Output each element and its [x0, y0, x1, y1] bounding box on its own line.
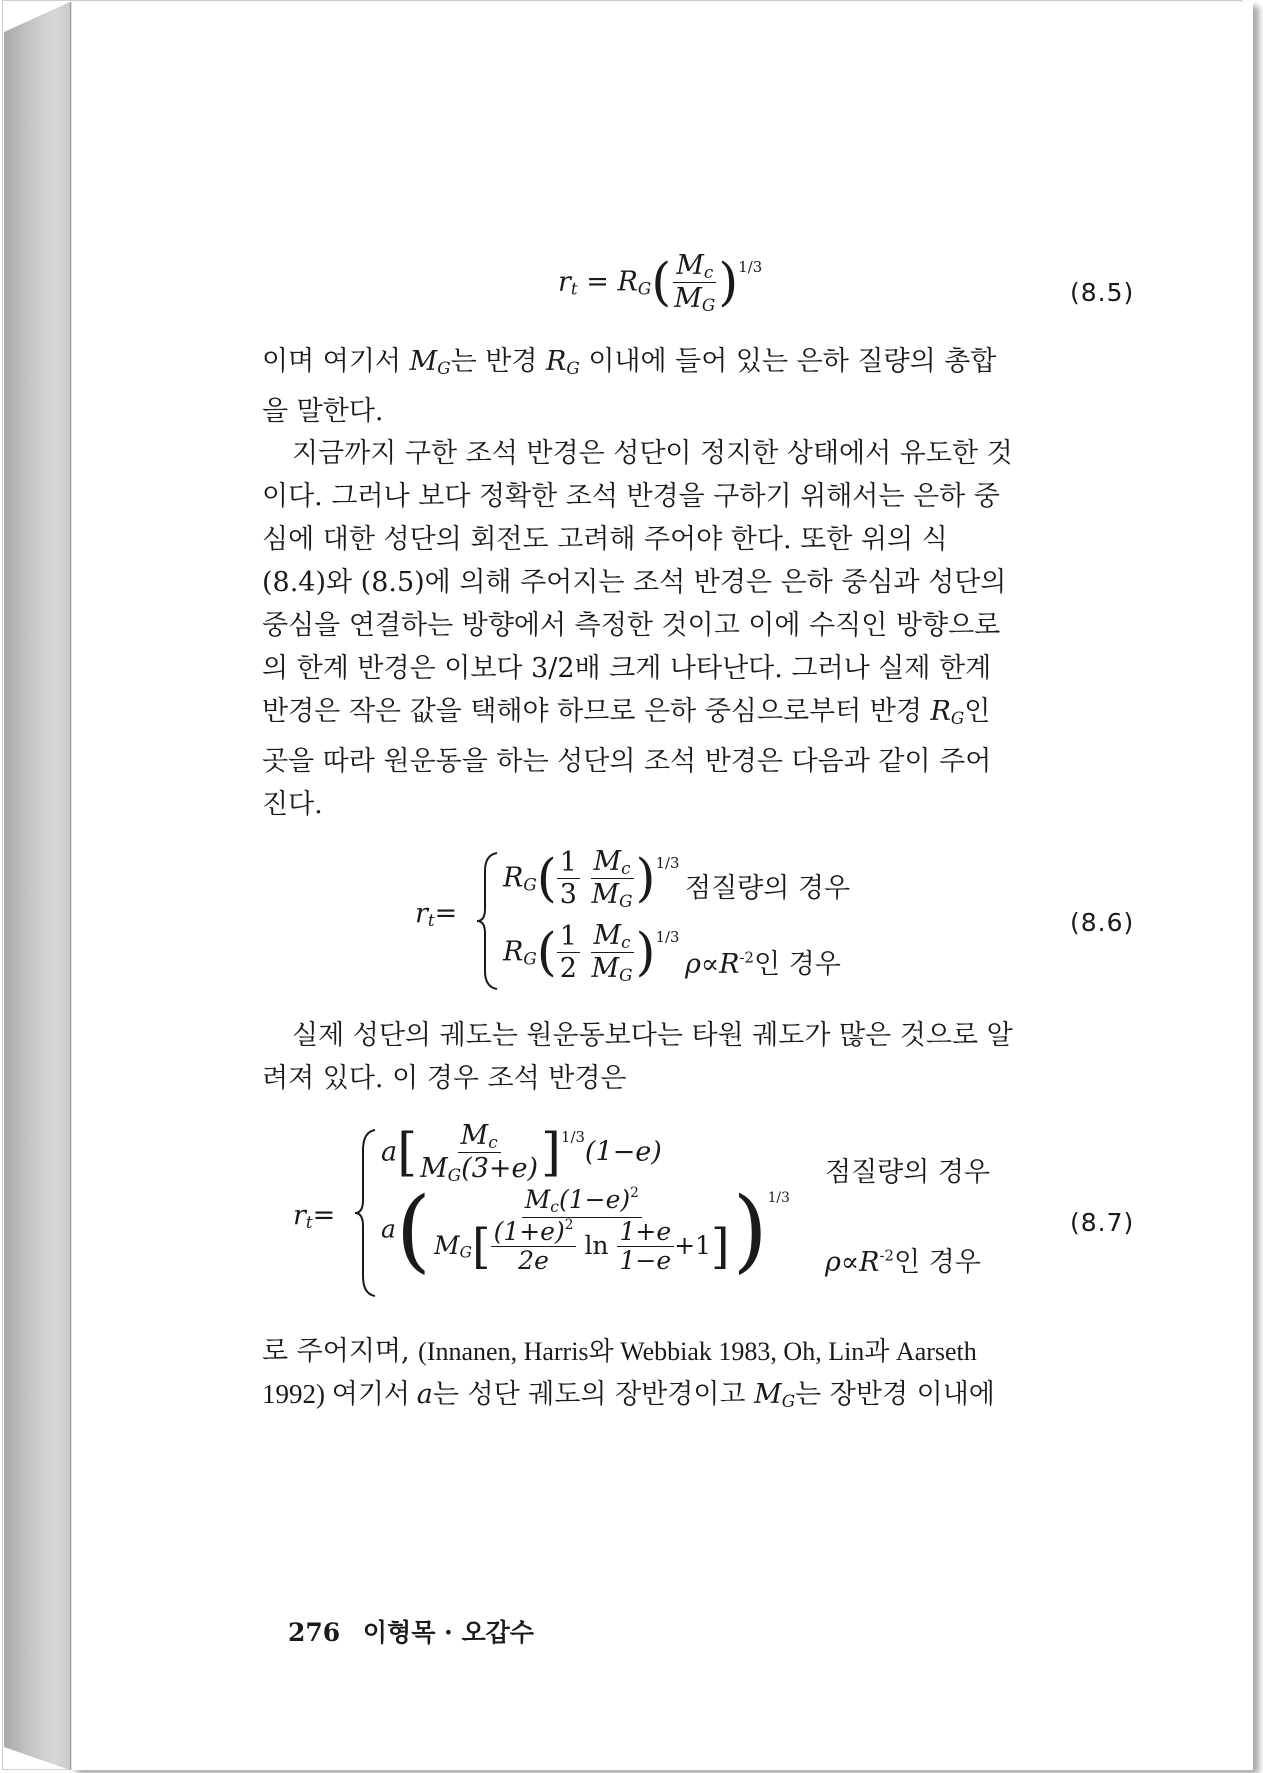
- case-2-label: $\rho\propto R^{-2}$인 경우: [825, 1246, 981, 1278]
- authors: 이형목 · 오갑수: [362, 1618, 534, 1647]
- case-2: a( $M_c(1-e)^2$ $M_G$[ $\frac{(1+e)^2}{2e}$ ln $\frac{1+e}{1-e}$ +1] )$^{1/3}$: [381, 1178, 790, 1284]
- equation-8-6: $r_t=$ $R_G$( $\frac{1}{3}$ $\frac{M_c}{M_G}$ )$^{1/3}$ 점질량의 경우 $R_G$( $\frac{1}{2}$ $\frac{M_c}{M_G}$ )$^{1/3}$ $\rho\propto R^{-2}$인 경우: [415, 846, 935, 996]
- paragraph-2: 지금까지 구한 조석 반경은 성단이 정지한 상태에서 유도한 것 이다. 그러나 보다 정확한 조석 반경을 구하기 위해서는 은하 중 심에 대한 성단의 회전도 고려해 주어야 한다. 또한 위의 식 (8.4)와 (8.5)에 의해 주어지는 조석 반경은 은하 중심과 성단의 중심을 연결하는 방향에서 측정한 것이고 이에 수직인 방향으로 의 한계 반경은 이보다 3/2배 크게 나타난다. 그러나 실제 한계 반경은 작은 값을 택해야 하므로 은하 중심으로부터 반경 $R_G$인 곳을 따라 원운동을 하는 성단의 조석 반경은 다음과 같이 주어 진다.: [262, 438, 1013, 821]
- paragraph-3: 실제 성단의 궤도는 원운동보다는 타원 궤도가 많은 것으로 알 려져 있다. 이 경우 조석 반경은: [262, 1020, 1013, 1094]
- equation-number-8-6: (8.6): [1070, 908, 1135, 937]
- case-1: a[ $\frac{M_c}{M_G(3+e)}$ ]$^{1/3}$(1−e): [381, 1120, 662, 1186]
- page-number: 276: [288, 1618, 341, 1647]
- left-brace: [475, 851, 501, 991]
- equation-8-7: $r_t=$ a[ $\frac{M_c}{M_G(3+e)}$ ]$^{1/3}$(1−e) 점질량의 경우 a( $M_c(1-e)^2$ $M_G$[ $\frac{(1+e)^2}{2e}$ ln $\frac{1+e}{1-e}$ +1] )$^{1/3}$ $\rho\propto R^{-2}$인 경우: [293, 1120, 1063, 1300]
- case-2: $R_G$( $\frac{1}{2}$ $\frac{M_c}{M_G}$ )$^{1/3}$: [503, 920, 680, 986]
- case-1-label: 점질량의 경우: [685, 873, 851, 904]
- case-1-label: 점질량의 경우: [825, 1157, 991, 1188]
- equation-number-8-5: (8.5): [1070, 278, 1135, 307]
- paragraph-1: 이며 여기서 $M_G$는 반경 $R_G$ 이내에 들어 있는 은하 질량의 총합 을 말한다.: [262, 346, 997, 428]
- equation-8-5: $r_t = R_G$( $\frac{M_c}{M_G}$ )$^{1/3}$: [558, 250, 763, 316]
- equation-number-8-7: (8.7): [1070, 1208, 1135, 1237]
- page-footer: [288, 1613, 534, 1649]
- left-brace: [353, 1128, 379, 1298]
- paragraph-4: 로 주어지며, (Innanen, Harris와 Webbiak 1983, Oh, Lin과 Aarseth 1992) 여기서 a는 성단 궤도의 장반경이고 $M_G$는 장반경 이내에: [262, 1336, 995, 1412]
- case-2-label: $\rho\propto R^{-2}$인 경우: [685, 948, 841, 980]
- case-1: $R_G$( $\frac{1}{3}$ $\frac{M_c}{M_G}$ )$^{1/3}$: [503, 846, 680, 912]
- book-spine: [4, 2, 70, 1770]
